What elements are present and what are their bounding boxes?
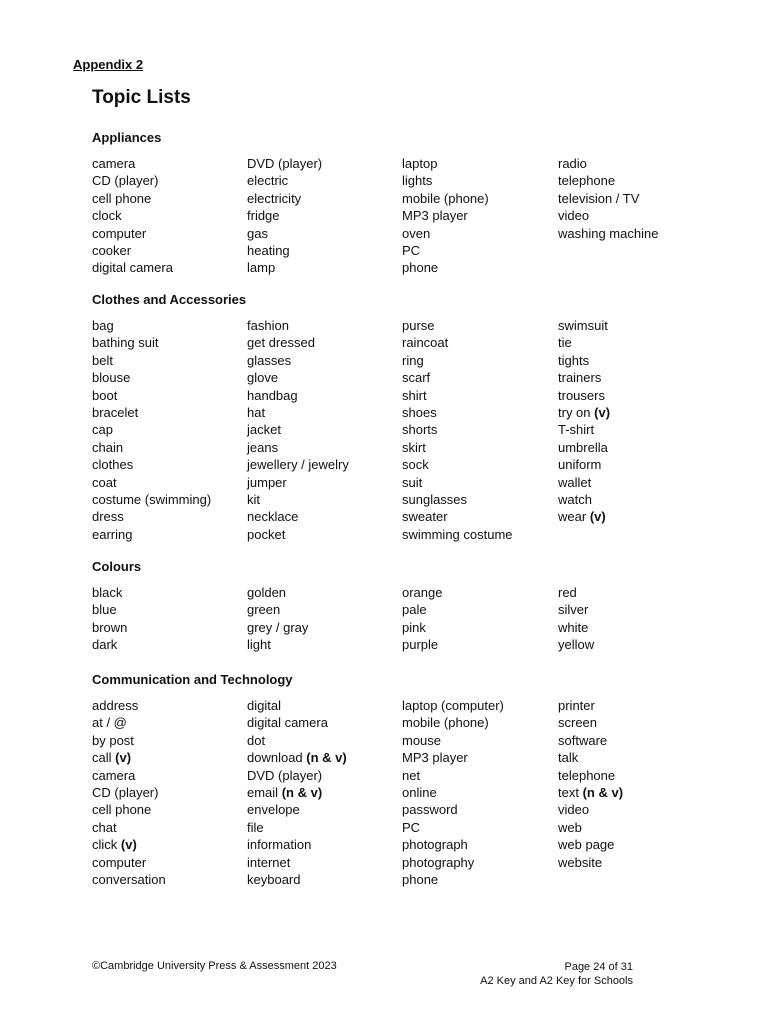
word-item: photography xyxy=(402,854,475,870)
word-part-of-speech: (v) xyxy=(589,509,606,525)
word-item: sock xyxy=(402,457,429,473)
word-item: jacket xyxy=(247,422,281,438)
word-item: chat xyxy=(92,819,117,835)
footer-info xyxy=(480,960,633,988)
word-item: click (v) xyxy=(92,837,137,853)
word-item: mobile (phone) xyxy=(402,190,489,206)
word-item: photograph xyxy=(402,837,468,853)
word-item: phone xyxy=(402,871,439,887)
word-item: video xyxy=(558,208,590,224)
word-item: phone xyxy=(402,260,439,276)
word-item: purse xyxy=(402,318,435,333)
word-item: wallet xyxy=(558,474,592,490)
word-item: pocket xyxy=(247,526,286,542)
word-item: website xyxy=(558,854,603,870)
topic-section xyxy=(92,129,732,276)
word-column xyxy=(247,697,397,888)
footer-product: A2 Key and A2 Key for Schools xyxy=(480,975,633,987)
word-item: handbag xyxy=(247,387,298,403)
word-part-of-speech: (v) xyxy=(120,837,137,853)
footer-page-number: Page 24 of 31 xyxy=(564,961,633,973)
word-column xyxy=(558,697,708,871)
word-item: shirt xyxy=(402,387,427,403)
word-item: lights xyxy=(402,173,433,189)
word-item: telephone xyxy=(558,767,616,783)
word-item: printer xyxy=(558,698,595,713)
word-item: PC xyxy=(402,819,421,835)
word-column xyxy=(402,317,552,543)
word-item: ring xyxy=(402,352,424,368)
word-item: suit xyxy=(402,474,423,490)
word-item: jewellery / jewelry xyxy=(247,457,349,473)
word-item: boot xyxy=(92,387,118,403)
word-item: skirt xyxy=(402,439,426,455)
word-item: television / TV xyxy=(558,190,640,206)
word-item: address xyxy=(92,698,139,713)
word-item: dark xyxy=(92,637,118,653)
appendix-label: Appendix 2 xyxy=(73,57,144,72)
word-item: umbrella xyxy=(558,439,608,455)
word-item: orange xyxy=(402,585,443,600)
word-item: net xyxy=(402,767,421,783)
word-item: conversation xyxy=(92,871,166,887)
word-item: light xyxy=(247,637,271,653)
word-item: DVD (player) xyxy=(247,767,323,783)
word-item: pink xyxy=(402,619,426,635)
word-item: fashion xyxy=(247,318,289,333)
word-item: electric xyxy=(247,173,289,189)
word-item: MP3 player xyxy=(402,208,468,224)
word-item: screen xyxy=(558,715,598,731)
word-item: digital camera xyxy=(92,260,173,276)
word-item: download (n & v) xyxy=(247,750,347,766)
word-item: green xyxy=(247,602,281,618)
word-item: camera xyxy=(92,767,136,783)
word-item: CD (player) xyxy=(92,173,159,189)
word-item: text (n & v) xyxy=(558,784,624,800)
word-column xyxy=(247,317,397,543)
word-item: lamp xyxy=(247,260,276,276)
word-item: uniform xyxy=(558,457,602,473)
section-heading: Clothes and Accessories xyxy=(92,292,247,307)
word-item: jumper xyxy=(247,474,287,490)
word-column xyxy=(247,155,397,277)
word-part-of-speech: (n & v) xyxy=(582,784,624,800)
topic-section xyxy=(92,558,732,653)
footer-copyright: ©Cambridge University Press & Assessment 2023 xyxy=(92,960,337,972)
word-item: get dressed xyxy=(247,335,315,351)
word-item: trainers xyxy=(558,370,602,386)
word-item: mouse xyxy=(402,732,442,748)
word-column xyxy=(402,155,552,277)
word-item: swimming costume xyxy=(402,526,513,542)
word-item: computer xyxy=(92,225,147,241)
word-item: blouse xyxy=(92,370,131,386)
word-part-of-speech: (v) xyxy=(115,750,132,766)
section-heading: Appliances xyxy=(92,130,162,145)
word-item: PC xyxy=(402,242,421,258)
word-item: call (v) xyxy=(92,750,132,766)
word-item: belt xyxy=(92,352,113,368)
word-column xyxy=(402,697,552,888)
word-item: purple xyxy=(402,637,439,653)
word-part-of-speech: (v) xyxy=(594,404,611,420)
word-item: costume (swimming) xyxy=(92,491,212,507)
word-item: cell phone xyxy=(92,190,152,206)
word-item: watch xyxy=(558,491,592,507)
word-item: password xyxy=(402,802,458,818)
word-column xyxy=(402,584,552,654)
word-item: trousers xyxy=(558,387,605,403)
word-item: laptop xyxy=(402,156,438,171)
word-item: laptop (computer) xyxy=(402,698,504,713)
word-item: tie xyxy=(558,335,572,351)
word-item: cooker xyxy=(92,242,132,258)
word-item: bracelet xyxy=(92,404,139,420)
word-part-of-speech: (n & v) xyxy=(281,784,323,800)
word-item: red xyxy=(558,585,577,600)
word-item: clothes xyxy=(92,457,134,473)
word-item: oven xyxy=(402,225,431,241)
word-item: web xyxy=(558,819,582,835)
section-heading: Colours xyxy=(92,559,142,574)
word-item: software xyxy=(558,732,608,748)
word-column xyxy=(247,584,397,654)
word-item: swimsuit xyxy=(558,318,608,333)
word-column xyxy=(92,155,242,277)
word-item: digital camera xyxy=(247,715,328,731)
word-column xyxy=(558,584,708,654)
word-item: talk xyxy=(558,750,579,766)
word-item: online xyxy=(402,784,437,800)
topic-section xyxy=(92,671,732,887)
word-item: raincoat xyxy=(402,335,449,351)
word-item: sunglasses xyxy=(402,491,468,507)
word-item: chain xyxy=(92,439,124,455)
word-item: video xyxy=(558,802,590,818)
word-item: wear (v) xyxy=(558,509,606,525)
word-item: email (n & v) xyxy=(247,784,323,800)
word-item: keyboard xyxy=(247,871,301,887)
word-item: radio xyxy=(558,156,587,171)
word-item: golden xyxy=(247,585,287,600)
page-title: Topic Lists xyxy=(92,87,191,108)
word-item: jeans xyxy=(247,439,279,455)
word-column xyxy=(558,317,708,526)
section-heading: Communication and Technology xyxy=(92,672,293,687)
word-item: grey / gray xyxy=(247,619,309,635)
word-item: clock xyxy=(92,208,122,224)
word-column xyxy=(92,697,242,888)
word-item: DVD (player) xyxy=(247,156,323,171)
word-item: fridge xyxy=(247,208,280,224)
word-item: shorts xyxy=(402,422,438,438)
word-item: by post xyxy=(92,732,134,748)
word-item: kit xyxy=(247,491,260,507)
topic-section xyxy=(92,291,732,542)
word-item: envelope xyxy=(247,802,300,818)
word-item: blue xyxy=(92,602,117,618)
word-item: necklace xyxy=(247,509,299,525)
word-item: at / @ xyxy=(92,715,127,731)
word-item: hat xyxy=(247,404,266,420)
word-item: cell phone xyxy=(92,802,152,818)
word-item: heating xyxy=(247,242,290,258)
word-item: black xyxy=(92,585,123,600)
word-item: telephone xyxy=(558,173,616,189)
word-item: electricity xyxy=(247,190,302,206)
word-item: pale xyxy=(402,602,427,618)
word-item: glove xyxy=(247,370,279,386)
word-item: camera xyxy=(92,156,136,171)
word-item: bathing suit xyxy=(92,335,159,351)
word-item: silver xyxy=(558,602,589,618)
word-item: computer xyxy=(92,854,147,870)
word-item: dot xyxy=(247,732,266,748)
word-item: white xyxy=(558,619,589,635)
word-item: CD (player) xyxy=(92,784,159,800)
word-item: cap xyxy=(92,422,113,438)
word-item: dress xyxy=(92,509,124,525)
word-item: tights xyxy=(558,352,590,368)
word-column xyxy=(92,317,242,543)
word-item: MP3 player xyxy=(402,750,468,766)
word-item: mobile (phone) xyxy=(402,715,489,731)
word-item: bag xyxy=(92,318,114,333)
word-item: file xyxy=(247,819,264,835)
word-item: washing machine xyxy=(558,225,659,241)
word-item: sweater xyxy=(402,509,448,525)
word-item: gas xyxy=(247,225,268,241)
word-item: information xyxy=(247,837,312,853)
word-item: internet xyxy=(247,854,291,870)
word-column xyxy=(558,155,708,242)
word-item: yellow xyxy=(558,637,595,653)
word-item: brown xyxy=(92,619,128,635)
word-item: scarf xyxy=(402,370,431,386)
word-item: T-shirt xyxy=(558,422,595,438)
word-item: coat xyxy=(92,474,117,490)
word-column xyxy=(92,584,242,654)
word-item: web page xyxy=(558,837,615,853)
word-item: try on (v) xyxy=(558,404,611,420)
word-item: glasses xyxy=(247,352,292,368)
word-part-of-speech: (n & v) xyxy=(306,750,347,766)
word-item: shoes xyxy=(402,404,437,420)
word-item: digital xyxy=(247,698,281,713)
word-item: earring xyxy=(92,526,133,542)
